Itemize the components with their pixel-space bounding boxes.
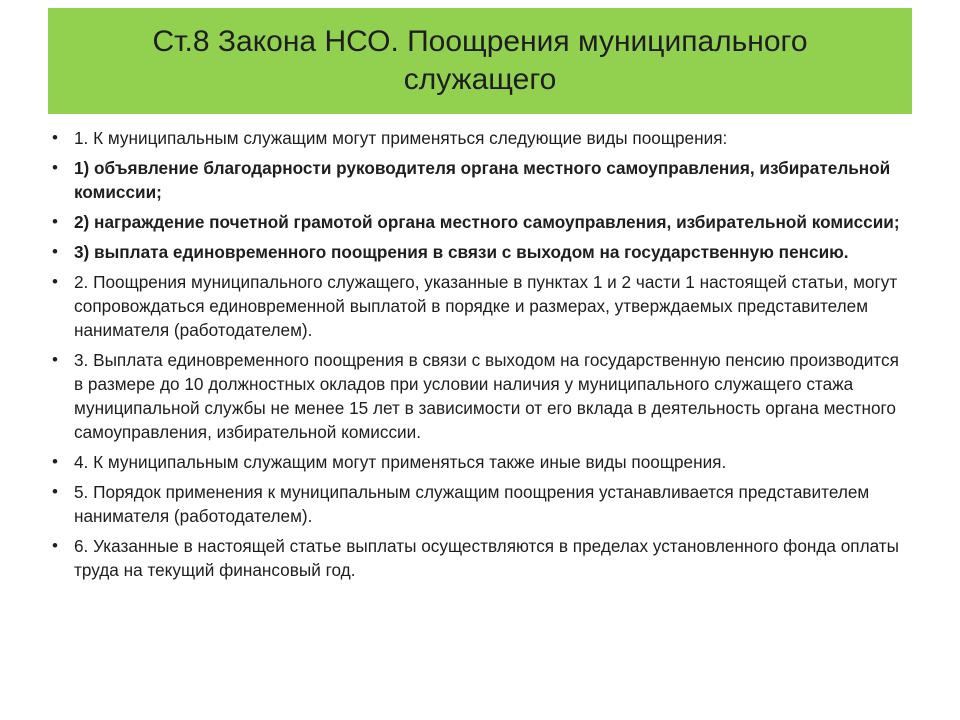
list-item-3: • 2) награждение почетной грамотой органа местного самоуправления, избирательной комиссии;	[48, 210, 900, 234]
list-item-2: • 1) объявление благодарности руководителя органа местного самоуправления, избирательной комиссии;	[48, 156, 900, 204]
list-item-9: • 6. Указанные в настоящей статье выплаты осуществляются в пределах установленного фонда оплаты труда на текущий финансовый год.	[48, 534, 900, 582]
content-list	[48, 126, 900, 588]
title-banner	[48, 8, 912, 114]
list-item-5: • 2. Поощрения муниципального служащего, указанные в пунктах 1 и 2 части 1 настоящей статьи, могут сопровождаться единовременной выплатой в порядке и размерах, утверждаемых представителем нанимателя (работодателем).	[48, 270, 900, 342]
slide-title: Ст.8 Закона НСО. Поощрения муниципального служащего	[152, 25, 808, 96]
list-item-1: • 1. К муниципальным служащим могут применяться следующие виды поощрения:	[48, 126, 900, 150]
list-item-7: • 4. К муниципальным служащим могут применяться также иные виды поощрения.	[48, 450, 900, 474]
list-item-4: • 3) выплата единовременного поощрения в связи с выходом на государственную пенсию.	[48, 240, 900, 264]
list-item-8: • 5. Порядок применения к муниципальным служащим поощрения устанавливается представителем нанимателя (работодателем).	[48, 480, 900, 528]
list-item-6: • 3. Выплата единовременного поощрения в связи с выходом на государственную пенсию производится в размере до 10 должностных окладов при условии наличия у муниципального служащего стажа муниципальной службы не менее 15 лет в зависимости от его вклада в деятельность органа местного самоуправления, избирательной комиссии.	[48, 348, 900, 444]
